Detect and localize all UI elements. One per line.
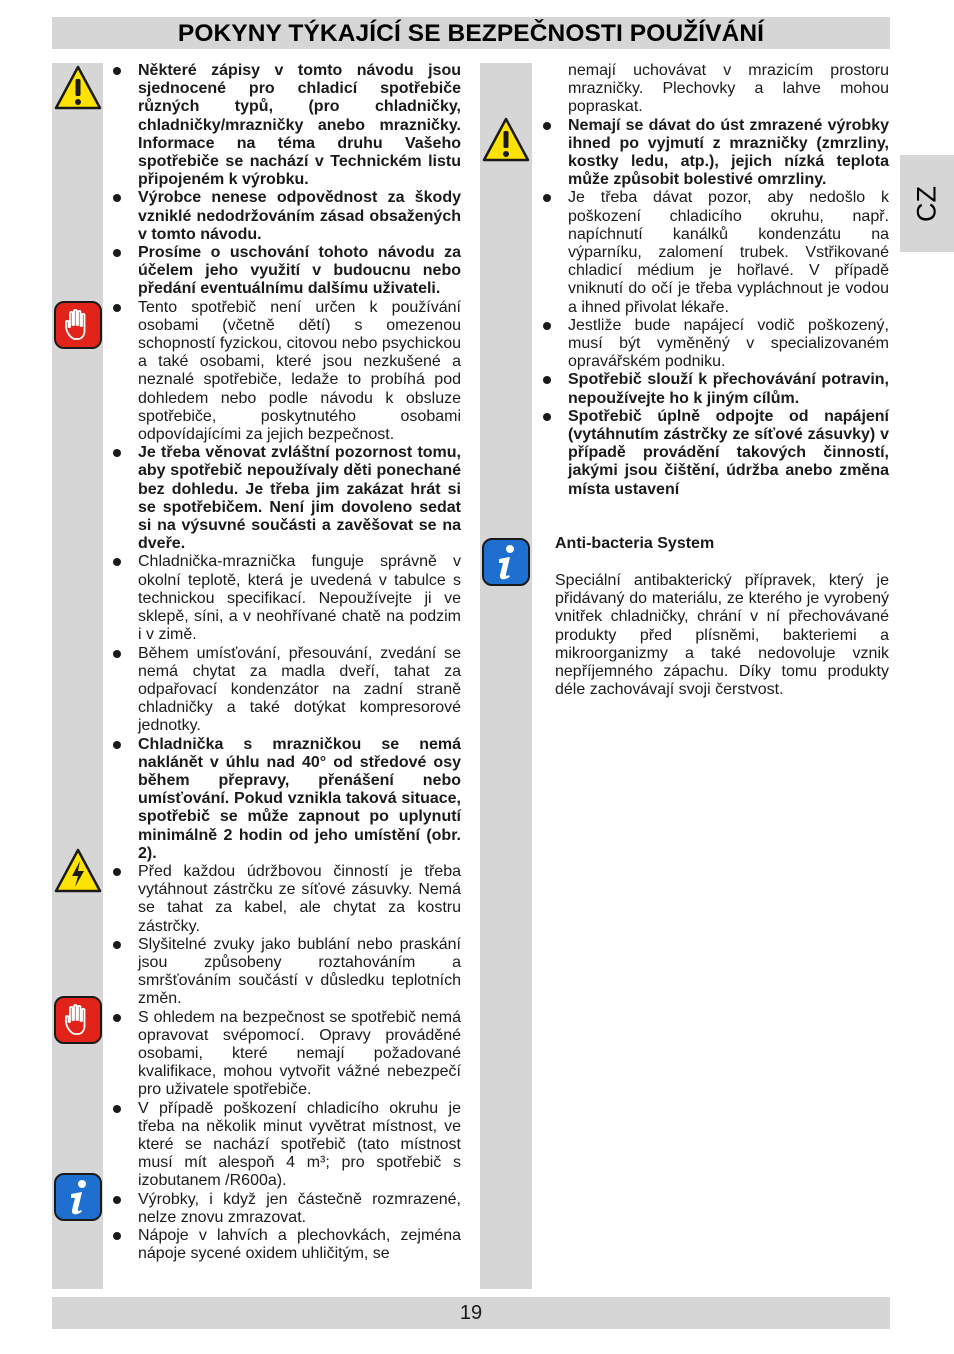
language-label: CZ [911,185,942,222]
right-icon-gutter [480,63,532,1289]
list-item: Nemají se dávat do úst zmrazené výrobky ihned po vyjmutí z mrazničky (zmrzliny, kostky ledu, atp.), jejich nízká teplota může způsobit bolestivé omrzliny. [540,117,889,190]
list-item: Před každou údržbovou činností je třeba vytáhnout zástrčku ze síťové zásuvky. Nemá se tahat za kabel, ale chytat za kostru zástrčky. [110,863,461,936]
list-item: Slyšitelné zvuky jako bublání nebo praskání jsou způsobeny roztahováním a smršťováním součástí v důsledku teplotních změn. [110,936,461,1009]
list-item: Je třeba dávat pozor, aby nedošlo k poškození chladicího okruhu, např. napíchnutí kanálků kondenzátu na výparníku, zalomení trubek. Vstřikované chladicí médium je hořlavé. V případě vniknutí do očí je třeba vypláchnout je vodou a ihned přivolat lékaře. [540,189,889,316]
left-icon-gutter [52,63,103,1289]
electric-hazard-icon [54,847,102,895]
info-icon [54,1173,102,1221]
list-item: Výrobce nenese odpovědnost za škody vzniklé nedodržováním zásad obsažených v tomto návodu. [110,189,461,244]
anti-bacteria-paragraph: Speciální antibakterický přípravek, který je přidávaný do materiálu, ze kterého je vyrobený vnitřek chladničky, chrání v ní přechovávané produkty před plísněmi, bakteriemi a mikroorganizmy a také nedovoluje vznik nepříjemného zápachu. Díky tomu produkty déle zachovávají svoji čerstvost. [555,572,889,699]
list-item: Je třeba věnovat zvláštní pozornost tomu, aby spotřebič nepoužívaly děti ponechané bez dohledu. Je třeba jim zakázat hrát si se spotřebičem. Není jim dovoleno sedat si na výsuvné součásti a zavěšovat se na dveře. [110,444,461,553]
list-item: Některé zápisy v tomto návodu jsou sjednocené pro chladicí spotřebiče různých typů, (pro chladničky, chladničky/mrazničky anebo mrazničky. Informace na téma druhu Vašeho spotřebiče se nachází v Technickém listu připojeném k výrobku. [110,62,461,189]
list-item: Prosíme o uschování tohoto návodu za účelem jeho využití v budoucnu nebo předání eventuálnímu dalšímu uživateli. [110,244,461,299]
warning-triangle-icon [482,116,530,164]
list-item-continuation: nemají uchovávat v mrazicím prostoru mrazničky. Plechovky a lahve mohou popraskat. [568,62,889,116]
page-number: 19 [459,1302,483,1324]
list-item: Spotřebič slouží k přechovávání potravin, nepoužívejte ho k jiným cílům. [540,371,889,407]
language-tab [900,155,954,252]
right-bullet-list [540,62,889,499]
list-item: Chladnička s mrazničkou se nemá naklánět v úhlu nad 40° od středové osy během přepravy, přenášení nebo umísťování. Pokud vznikla taková situace, spotřebič se může zapnout po uplynutí minimálně 2 hodin od jeho umístění (obr. 2). [110,736,461,863]
right-text-column [540,62,889,499]
list-item: Jestliže bude napájecí vodič poškozený, musí být vyměněný v specializovaném opravářském podniku. [540,317,889,372]
anti-bacteria-heading: Anti-bacteria System [555,535,715,552]
stop-hand-icon [54,996,102,1044]
list-item: Tento spotřebič není určen k používání osobami (včetně dětí) s omezenou schopností fyzickou, citovou nebo psychickou a také osobami, které jsou nezkušené a neznalé spotřebiče, ledaže to probíhá pod dohledem nebo podle návodu k obsluze spotřebiče, poskytnutého osobami odpovídajícími za jejich bezpečnost. [110,299,461,445]
stop-hand-icon [54,301,102,349]
list-item: S ohledem na bezpečnost se spotřebič nemá opravovat svépomocí. Opravy prováděné osobami, které nemají požadované kvalifikace, mohou vytvořit vážné nebezpečí pro uživatele spotřebiče. [110,1009,461,1100]
left-text-column [110,62,461,1263]
info-icon [482,538,530,586]
list-item: Spotřebič úplně odpojte od napájení (vytáhnutím zástrčky ze síťové zásuvky) v případě provádění takových činností, jakými jsou čištění, údržba anebo změna místa ustavení [540,408,889,499]
list-item: V případě poškození chladicího okruhu je třeba na několik minut vyvětrat místnost, ve které se nachází spotřebič (tato místnost musí mít alespoň 4 m³; pro spotřebič s izobutanem /R600a). [110,1100,461,1191]
list-item: Chladnička-mraznička funguje správně v okolní teplotě, která je uvedená v tabulce s technickou specifikací. Nepoužívejte ji ve sklepě, síni, a v neohřívané chatě na podzim i v zimě. [110,553,461,644]
warning-triangle-icon [54,64,102,112]
list-item: Během umísťování, přesouvání, zvedání se nemá chytat za madla dveří, tahat za odpařovací kondenzátor na zadní straně chladničky a také dotýkat kompresorové jednotky. [110,645,461,736]
page-title: POKYNY TÝKAJÍCÍ SE BEZPEČNOSTI POUŽÍVÁNÍ [177,20,765,47]
list-item: Nápoje v lahvích a plechovkách, zejména nápoje sycené oxidem uhličitým, se [110,1227,461,1263]
left-bullet-list [110,62,461,1263]
list-item: Výrobky, i když jen částečně rozmrazené, nelze znovu zmrazovat. [110,1191,461,1227]
